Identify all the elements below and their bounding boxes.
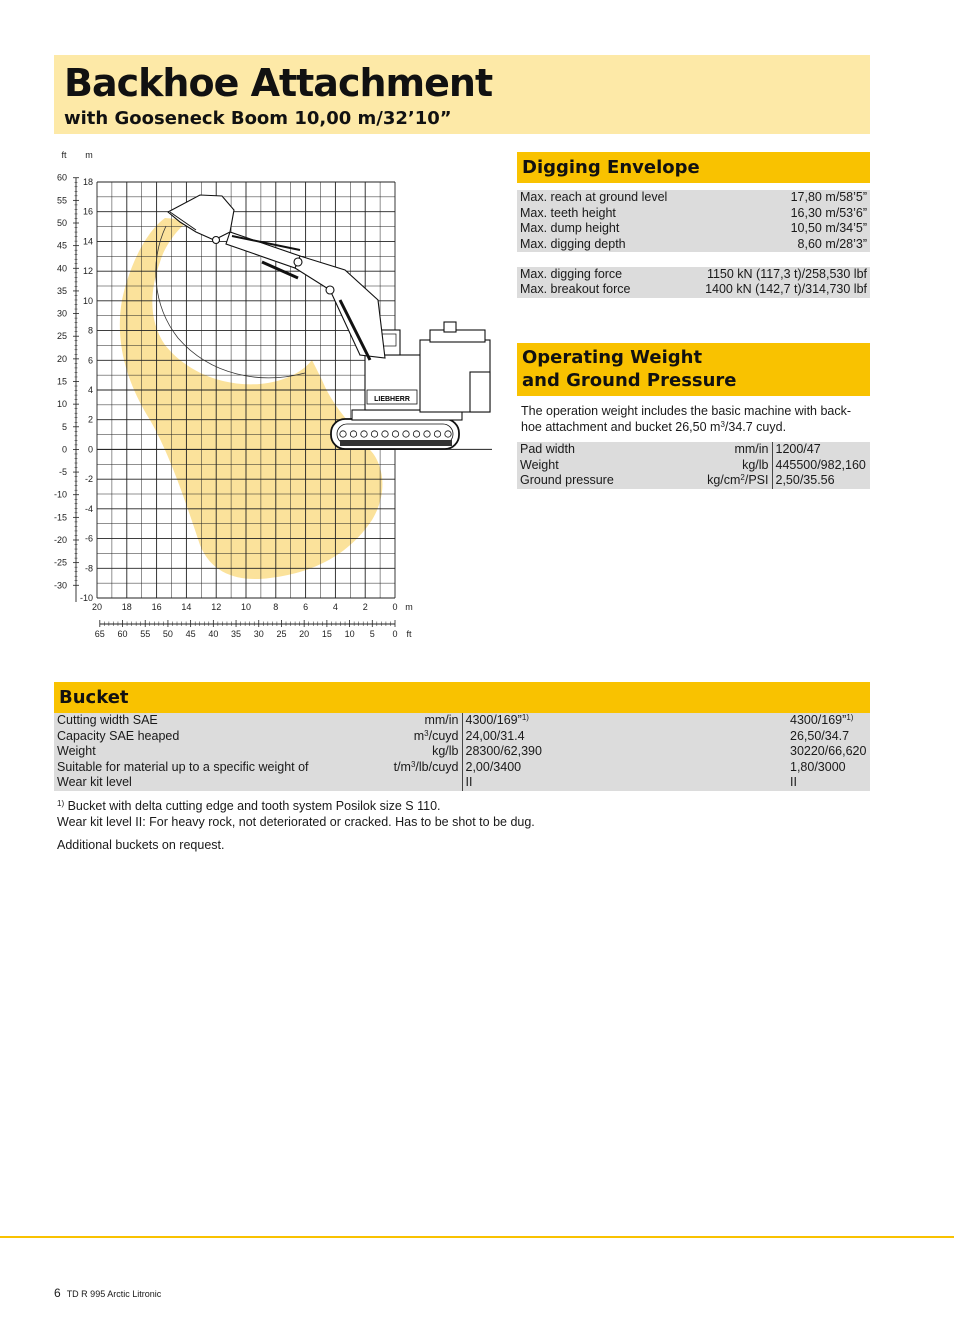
page-title: Backhoe Attachment	[64, 61, 493, 105]
y-tick-label-ft: -15	[53, 512, 67, 523]
table-row: Capacity SAE heaped $m^3$/cuyd 24,00/31.4 26,50/34.7	[54, 729, 870, 745]
track-roller	[371, 431, 377, 437]
bucket-arc	[156, 226, 305, 378]
track-roller	[382, 431, 388, 437]
y-tick-label-ft: -5	[58, 467, 67, 478]
y-tick-label-ft: 60	[56, 172, 67, 183]
y-tick-label-m: 14	[82, 236, 93, 247]
y-tick-label-m: 0	[87, 444, 93, 455]
digging-envelope-heading: Digging Envelope	[517, 152, 870, 183]
digging-envelope-table	[517, 190, 870, 298]
y-tick-label-ft: 25	[56, 331, 67, 342]
x-tick-label-ft: 25	[276, 629, 287, 639]
table-row: Suitable for material up to a specific weight of $t/m^3/lb$/cuyd 2,00/3400 1,80/3000	[54, 760, 870, 776]
y-tick-label-ft: 20	[56, 353, 67, 364]
bucket-pin	[213, 237, 220, 244]
y-tick-label-ft: 50	[56, 218, 67, 229]
table-row: Max. reach at ground level 17,80 m/58’5”	[517, 190, 870, 206]
digging-envelope-chart	[0, 0, 520, 650]
track-roller	[413, 431, 419, 437]
page-footer	[54, 1286, 161, 1300]
x-unit-m: m	[405, 602, 413, 612]
table-row: Max. digging force 1150 kN (117,3 t)/258,530 lbf	[517, 267, 870, 283]
x-tick-label-ft: 40	[208, 629, 219, 639]
x-tick-label-ft: 5	[369, 629, 375, 639]
y-tick-label-ft: -10	[53, 489, 67, 500]
x-tick-label-ft: 55	[140, 629, 151, 639]
table-row: Weight kg/lb 445500/982,160	[517, 458, 870, 474]
y-tick-label-m: -6	[84, 533, 93, 544]
table-row: Max. dump height 10,50 m/34’5”	[517, 221, 870, 237]
x-tick-label-m: 18	[121, 602, 132, 612]
y-tick-label-ft: 15	[56, 376, 67, 387]
x-tick-label-m: 12	[211, 602, 222, 612]
x-tick-label-m: 8	[273, 602, 279, 612]
table-row: Pad width mm/in 1200/47	[517, 442, 870, 458]
table-row: Max. digging depth 8,60 m/28’3”	[517, 237, 870, 253]
x-tick-label-ft: 30	[253, 629, 264, 639]
track-roller	[403, 431, 409, 437]
y-tick-label-m: 18	[82, 177, 93, 187]
y-tick-label-m: 12	[82, 266, 93, 277]
x-tick-label-ft: 45	[185, 629, 196, 639]
y-tick-label-ft: 5	[61, 421, 67, 432]
y-unit-ft: ft	[61, 150, 67, 160]
y-tick-label-m: 16	[82, 206, 93, 217]
y-tick-label-m: 10	[82, 295, 93, 306]
y-tick-label-m: -10	[79, 593, 93, 603]
y-tick-label-m: 4	[87, 385, 93, 395]
track-roller	[434, 431, 440, 437]
x-tick-label-m: 2	[362, 602, 368, 612]
boom-pin	[326, 286, 334, 294]
operating-weight-heading: Operating Weight and Ground Pressure	[517, 343, 870, 396]
track-roller	[350, 431, 356, 437]
exhaust	[444, 322, 456, 332]
page-number: 6	[54, 1286, 61, 1300]
y-tick-label-ft: -25	[53, 557, 67, 568]
x-tick-label-ft: 50	[162, 629, 173, 639]
y-tick-label-m: -8	[84, 563, 93, 574]
y-tick-label-ft: 40	[56, 263, 67, 274]
roof-unit	[430, 330, 485, 342]
track-roller	[392, 431, 398, 437]
x-tick-label-m: 14	[181, 602, 192, 612]
x-tick-label-ft: 65	[94, 629, 105, 639]
x-tick-label-m: 10	[240, 602, 252, 612]
brand-label: LIEBHERR	[374, 396, 410, 403]
y-tick-label-ft: 0	[61, 444, 67, 455]
x-tick-label-m: 20	[91, 602, 103, 612]
x-tick-label-ft: 0	[392, 629, 398, 639]
y-tick-label-ft: -30	[53, 580, 67, 591]
bucket-table	[54, 713, 870, 791]
footer-rule	[0, 1236, 954, 1238]
y-tick-label-ft: 45	[56, 240, 67, 251]
y-tick-label-m: -2	[84, 474, 93, 485]
x-tick-label-ft: 60	[117, 629, 128, 639]
track-pads	[340, 440, 452, 446]
page-subtitle: with Gooseneck Boom 10,00 m/32’10”	[64, 108, 452, 129]
bucket-footnotes: $^{1)}$ Bucket with delta cutting edge and tooth system Posilok size S 110. Wear kit level II: For heavy rock, not deteriorated or cracked. Has to be shot to be dug. Additional buckets on request.	[57, 799, 535, 852]
x-tick-label-ft: 20	[299, 629, 310, 639]
bucket-heading: Bucket	[54, 682, 870, 713]
track-roller	[340, 431, 346, 437]
operating-weight-intro: The operation weight includes the basic machine with back- hoe attachment and bucket 26,50 $m^3/34.7$ cuyd.	[521, 404, 852, 434]
table-row: Ground pressure $kg/cm^2$/PSI 2,50/35.56	[517, 473, 870, 489]
y-tick-label-ft: 30	[56, 308, 67, 319]
x-tick-label-m: 6	[303, 602, 309, 612]
y-tick-label-ft: -20	[53, 534, 67, 545]
y-tick-label-m: 8	[87, 325, 93, 336]
operating-weight-table	[517, 442, 870, 489]
x-tick-label-m: 4	[332, 602, 338, 612]
y-tick-label-m: -4	[84, 503, 93, 514]
y-tick-label-ft: 55	[56, 195, 67, 206]
x-tick-label-ft: 35	[231, 629, 242, 639]
y-tick-label-ft: 10	[56, 399, 67, 410]
table-row: Max. breakout force 1400 kN (142,7 t)/314,730 lbf	[517, 282, 870, 298]
x-tick-label-m: 0	[392, 602, 398, 612]
table-row: Cutting width SAE mm/in 4300/169”$^{1)}$ 4300/169”$^{1)}$	[54, 713, 870, 729]
y-unit-m: m	[85, 150, 93, 160]
x-unit-ft: ft	[406, 629, 412, 639]
x-tick-label-m: 16	[151, 602, 162, 612]
track-roller	[361, 431, 367, 437]
track-roller	[445, 431, 451, 437]
x-tick-label-ft: 15	[321, 629, 332, 639]
table-row: Max. teeth height 16,30 m/53’6”	[517, 206, 870, 222]
y-tick-label-m: 6	[87, 355, 93, 366]
stick-pin	[294, 258, 302, 266]
document-id: TD R 995 Arctic Litronic	[66, 1289, 162, 1299]
table-row: Wear kit level II II	[54, 775, 870, 791]
y-tick-label-ft: 35	[56, 285, 67, 296]
table-row: Weight kg/lb 28300/62,390 30220/66,620	[54, 744, 870, 760]
track-roller	[424, 431, 430, 437]
x-tick-label-ft: 10	[344, 629, 355, 639]
counterweight	[470, 372, 490, 412]
y-tick-label-m: 2	[87, 414, 93, 425]
